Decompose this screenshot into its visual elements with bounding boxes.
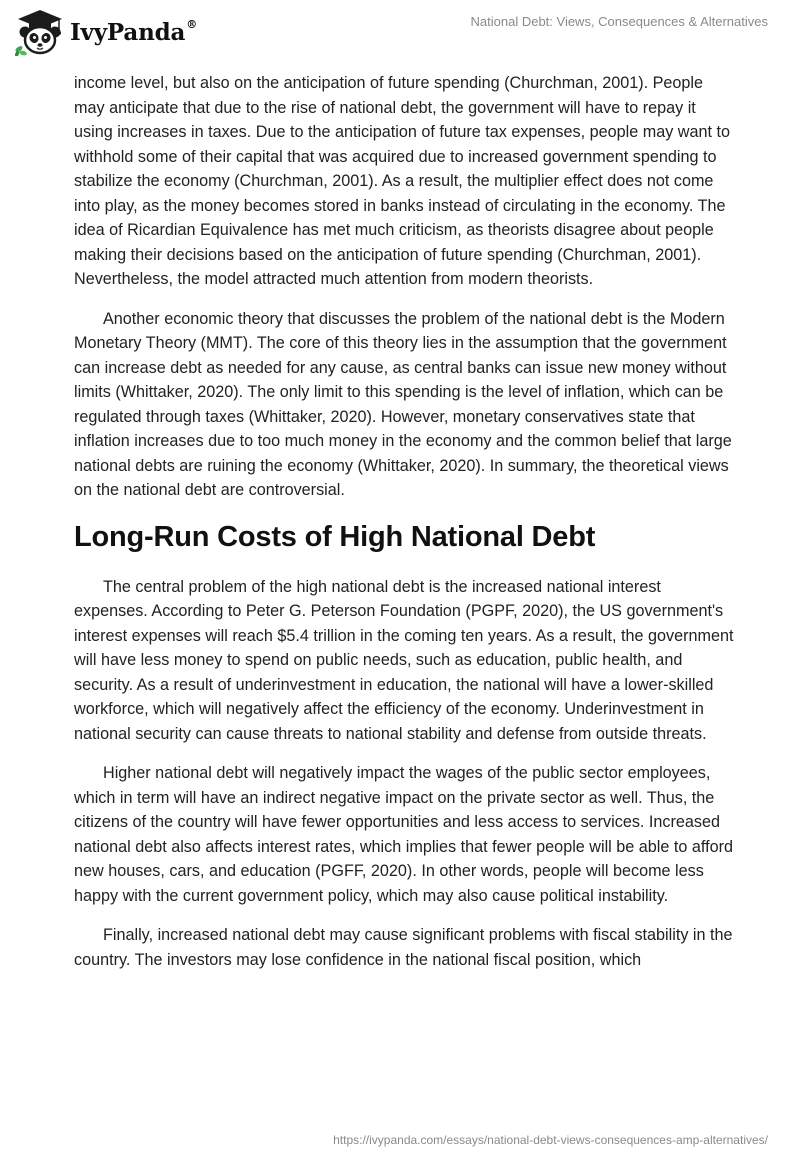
paragraph-mmt: Another economic theory that discusses the problem of the national debt is the Modern Monetary Theory (MMT). The core of this theory lies in the assumption that the government can increase debt as needed for any cause, as central banks can issue new money without limits (Whittaker, 2020). The only limit to this spending is the level of inflation, which can be regulated through taxes (Whittaker, 2020). However, monetary conservatives state that inflation increases due to too much money in the economy and the common belief that large national debts are ruining the economy (Whittaker, 2020). In summary, the theoretical views on the national debt are controversial.	[74, 309, 732, 499]
footer-url[interactable]: https://ivypanda.com/essays/national-debt-views-consequences-amp-alternatives/	[333, 1133, 768, 1147]
document-title: National Debt: Views, Consequences & Alternatives	[470, 14, 768, 29]
paragraph-fiscal-stability: Finally, increased national debt may cause significant problems with fiscal stability in the country. The investors may lose confidence in the national fiscal position, which	[74, 926, 733, 969]
essay-content	[74, 71, 734, 987]
logo-wordmark: IvyPanda®	[70, 17, 197, 46]
panda-graduate-icon	[14, 8, 66, 56]
page-header	[0, 0, 800, 64]
registered-mark: ®	[186, 17, 197, 31]
section-heading: Long-Run Costs of High National Debt	[74, 520, 596, 553]
paragraph-continued: income level, but also on the anticipation of future spending (Churchman, 2001). People may anticipate that due to the rise of national debt, the government will have to repay it using increases in taxes. Due to the anticipation of future tax expenses, people may want to withhold some of their capital that was acquired due to increased government spending to stabilize the economy (Churchman, 2001). As a result, the multiplier effect does not come into play, as the money becomes stored in banks instead of circulating in the economy. The idea of Ricardian Equivalence has met much criticism, as theorists disagree about people making their decisions based on the anticipation of future spending (Churchman, 2001). Nevertheless, the model attracted much attention from modern theorists.	[74, 74, 730, 288]
ivypanda-logo[interactable]	[14, 8, 197, 56]
paragraph-interest-expenses: The central problem of the high national debt is the increased national interest expenses. According to Peter G. Peterson Foundation (PGPF, 2020), the US government's interest expenses will reach $5.4 trillion in the coming ten years. As a result, the government will have less money to spend on public needs, such as education, public health, and security. As a result of underinvestment in education, the national will have a lower-skilled workforce, which will negatively affect the efficiency of the economy. Underinvestment in national security can cause threats to national stability and defense from outside threats.	[74, 577, 734, 743]
paragraph-wages: Higher national debt will negatively impact the wages of the public sector employees, which in term will have an indirect negative impact on the private sector as well. Thus, the citizens of the country will have fewer opportunities and less access to services. Increased national debt also affects interest rates, which implies that fewer people will be able to afford new houses, cars, and education (PGFF, 2020). In other words, people will become less happy with the current government policy, which may also cause political instability.	[74, 764, 733, 905]
